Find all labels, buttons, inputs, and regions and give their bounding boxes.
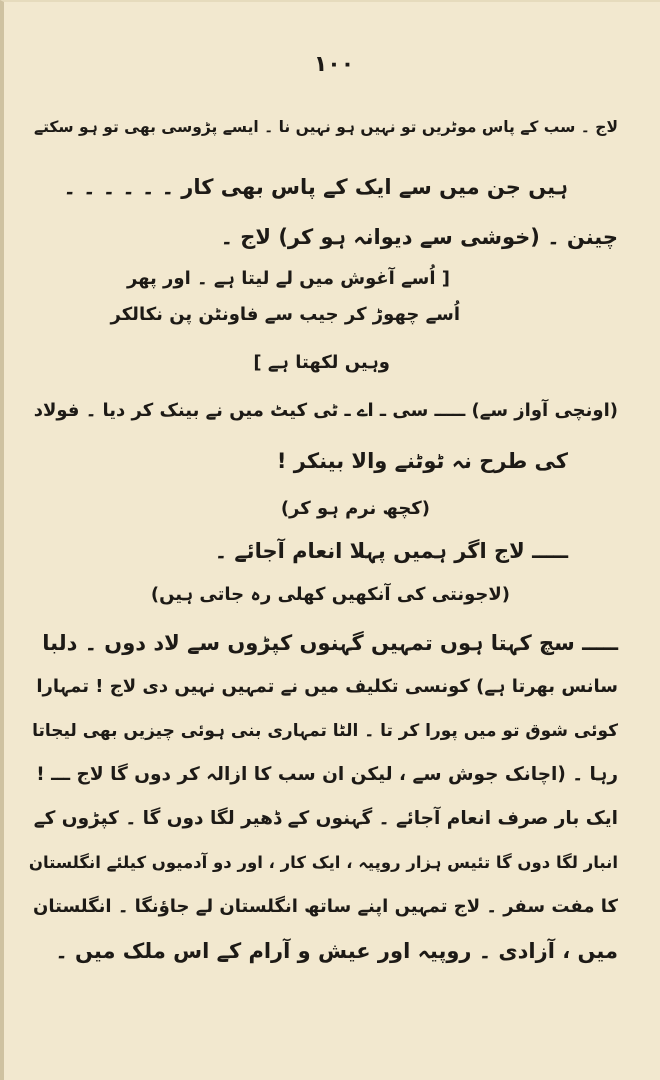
text-line-3: چینن ۔ (خوشی سے دیوانہ ہو کر) لاج ۔ bbox=[220, 225, 618, 249]
text-line-17: انبار لگا دوں گا تئیس ہزار روپیہ ، ایک کار ، اور دو آدمیوں کیلئے انگلستان bbox=[28, 853, 618, 872]
text-line-15: رہا ۔ (اچانک جوش سے ، لیکن ان سب کا ازالہ کر دوں گا لاج ـــ ! bbox=[36, 764, 618, 785]
text-line-13: سانس بھرتا ہے) کونسی تکلیف میں نے تمہیں نہیں دی لاج ! تمہارا bbox=[36, 676, 618, 697]
text-line-7: (اونچی آواز سے) ـــــ سی ـ اے ـ ٹی کیٹ میں نے بینک کر دیا ۔ فولاد bbox=[33, 400, 618, 421]
stage-direction-line-2: اُسے چھوڑ کر جیب سے فاونٹن پن نکالکر bbox=[110, 304, 460, 325]
text-line-2: ہیں جن میں سے ایک کے پاس بھی کار ۔ ۔ ۔ ۔ ۔ ۔ bbox=[63, 175, 568, 199]
page-number: ۱۰۰ bbox=[313, 52, 355, 77]
text-line-1: لاج ۔ سب کے پاس موٹریں تو نہیں ہو نہیں نا ۔ ایسے پڑوسی بھی تو ہو سکتے bbox=[33, 118, 618, 136]
text-line-14: کوئی شوق تو میں پورا کر تا ۔ الٹا تمہاری بنی ہوئی چیزیں بھی لیجاتا bbox=[32, 721, 618, 741]
stage-direction-line-5: (لاجونتی کی آنکھیں کھلی رہ جاتی ہیں) bbox=[150, 584, 510, 605]
text-line-19: میں ، آزادی ۔ روپیہ اور عیش و آرام کے اس ملک میں ۔ bbox=[55, 939, 618, 963]
stage-direction-line-3: وہیں لکھتا ہے ] bbox=[253, 352, 390, 373]
text-line-8: کی طرح نہ ٹوٹنے والا بینکر ! bbox=[276, 449, 568, 473]
text-line-16: ایک بار صرف انعام آجائے ۔ گہنوں کے ڈھیر لگا دوں گا ۔ کپڑوں کے bbox=[33, 808, 618, 829]
text-line-12: ـــــ سچ کہتا ہوں تمہیں گہنوں کپڑوں سے لاد دوں ۔ دلبا bbox=[42, 631, 618, 655]
text-line-18: کا مفت سفر ۔ لاج تمہیں اپنے ساتھ انگلستان لے جاؤنگا ۔ انگلستان bbox=[33, 896, 618, 917]
stage-direction-line-1: [ اُسے آغوش میں لے لیتا ہے ۔ اور پھر bbox=[126, 268, 450, 289]
text-line-10: ـــــ لاج اگر ہمیں پہلا انعام آجائے ۔ bbox=[214, 539, 568, 563]
stage-direction-line-4: (کچھ نرم ہو کر) bbox=[280, 498, 430, 519]
